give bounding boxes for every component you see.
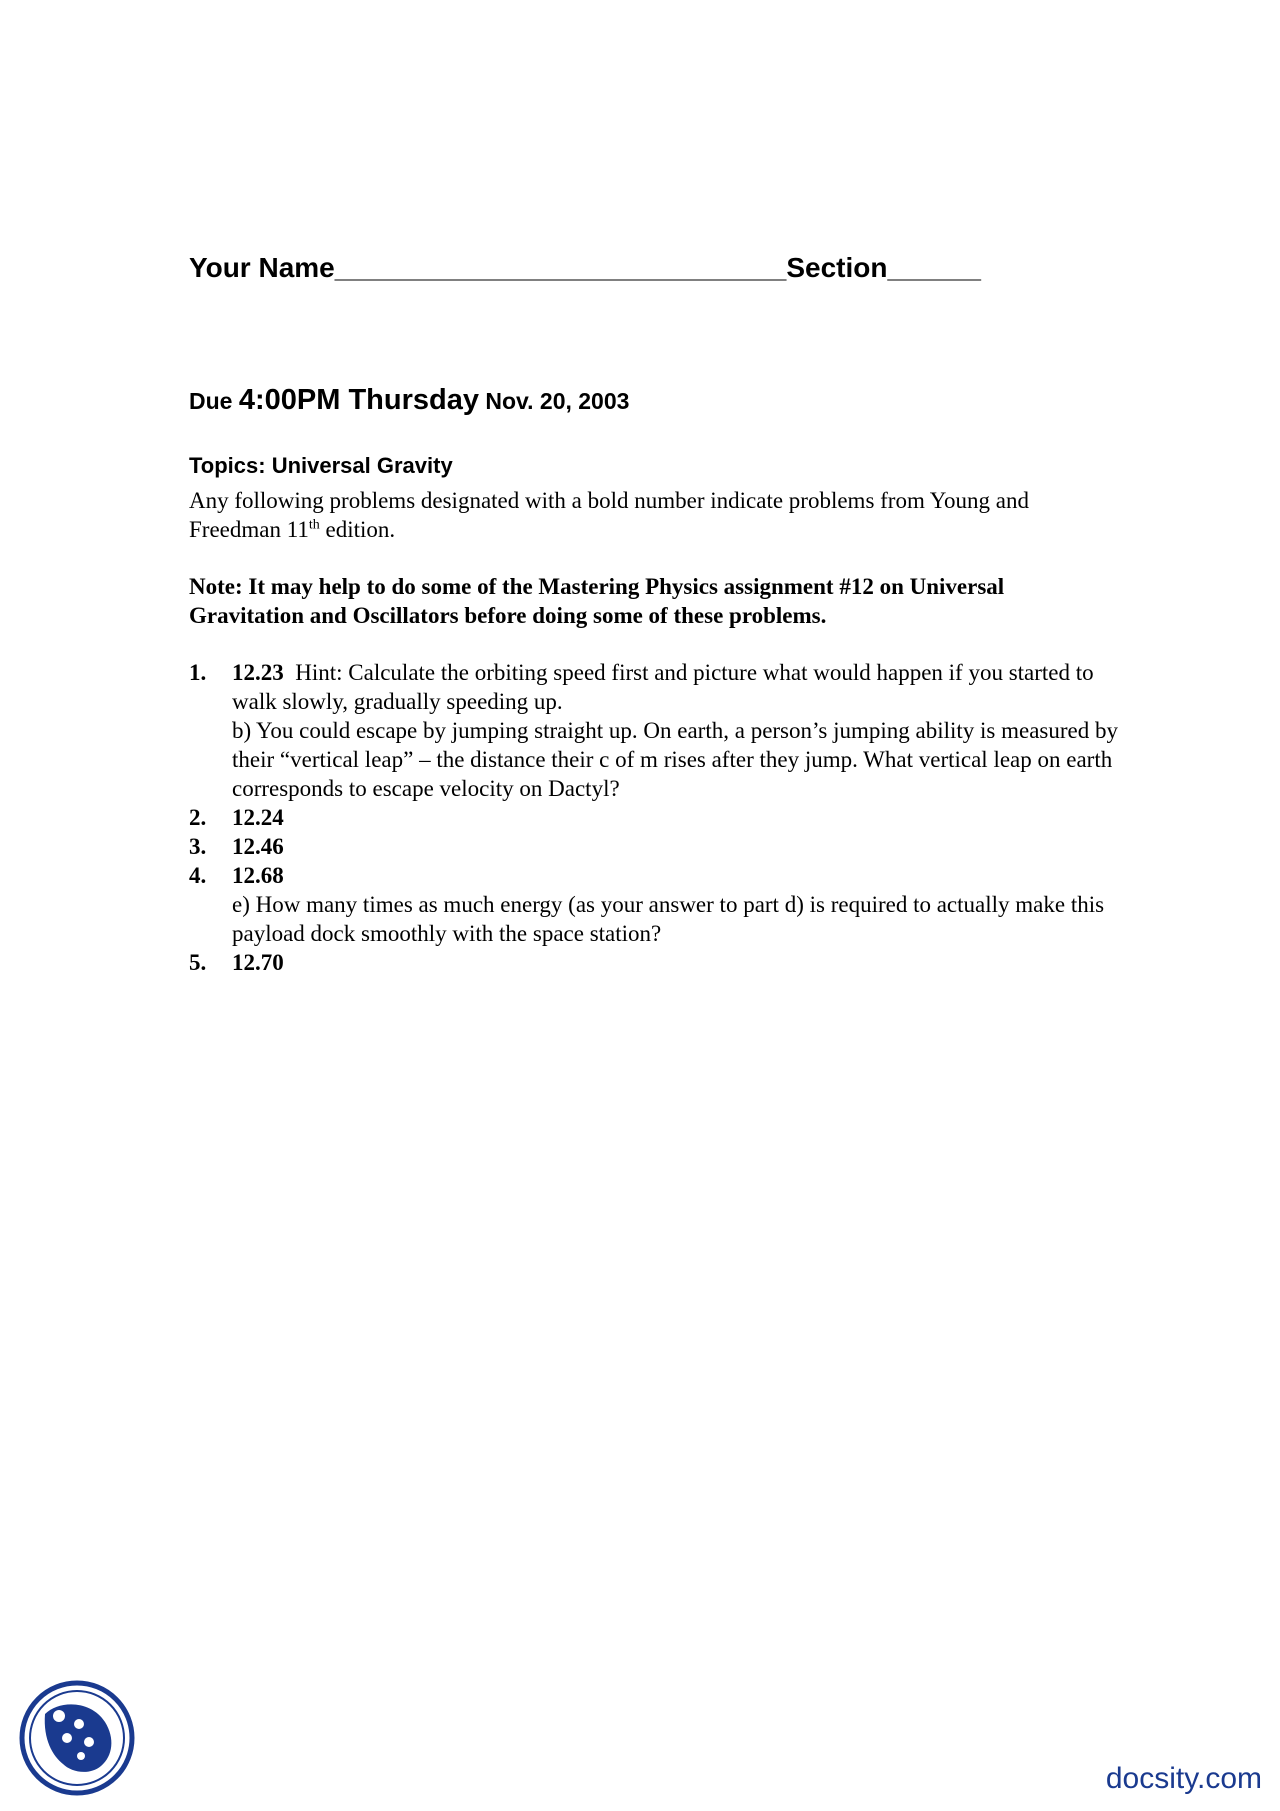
problem-number: 1.: [189, 660, 207, 685]
problem-item: [189, 861, 1119, 948]
section-blank: ______: [887, 252, 981, 283]
intro-text: Any following problems designated with a bold number indicate problems from Young and Freedman 11: [189, 488, 1030, 542]
docsity-logo-graphic: [19, 1680, 135, 1796]
intro-paragraph: [189, 486, 1089, 544]
problem-number: 3.: [189, 834, 207, 859]
problem-id: 12.68: [232, 863, 284, 888]
problem-item: [189, 803, 1119, 832]
problem-item: [189, 832, 1119, 861]
topics-heading: Topics: Universal Gravity: [189, 453, 453, 478]
name-blank: _____________________________: [334, 252, 787, 283]
problem-number: 5.: [189, 950, 207, 975]
problem-id: 12.24: [232, 805, 284, 830]
note-paragraph: Note: It may help to do some of the Mastering Physics assignment #12 on Universal Gravitation and Oscillators before doing some of these problems.: [189, 574, 1005, 628]
intro-superscript: th: [308, 517, 320, 533]
due-date: Nov. 20, 2003: [478, 388, 630, 414]
docsity-logo-icon[interactable]: [19, 1680, 135, 1796]
problem-number: 2.: [189, 805, 207, 830]
intro-text-end: edition.: [319, 517, 396, 542]
problem-number: 4.: [189, 863, 207, 888]
due-prefix: Due: [189, 388, 239, 414]
docsity-site-link[interactable]: docsity.com: [1105, 1762, 1262, 1795]
problem-id: 12.46: [232, 834, 284, 859]
name-section-line: [189, 252, 981, 284]
problem-id: 12.70: [232, 950, 284, 975]
problem-item: [189, 658, 1119, 803]
name-label: Your Name: [189, 252, 335, 283]
problem-hint: Hint: Calculate the orbiting speed first and picture what would happen if you started to walk slowly, gradually speeding up.: [232, 660, 1100, 714]
problem-subpart: e) How many times as much energy (as your answer to part d) is required to actually make this payload dock smoothly with the space station?: [232, 892, 1105, 946]
problem-id: 12.23: [232, 660, 284, 685]
problem-item: [189, 948, 1119, 977]
due-line: [189, 384, 629, 417]
problem-subpart: b) You could escape by jumping straight up. On earth, a person’s jumping ability is measured by their “vertical leap” – the distance their c of m rises after they jump. What vertical leap on earth corresponds to escape velocity on Dactyl?: [232, 718, 1119, 801]
due-time: 4:00PM Thursday: [238, 384, 479, 416]
section-label: Section: [786, 252, 888, 283]
problem-list: [189, 658, 1119, 977]
